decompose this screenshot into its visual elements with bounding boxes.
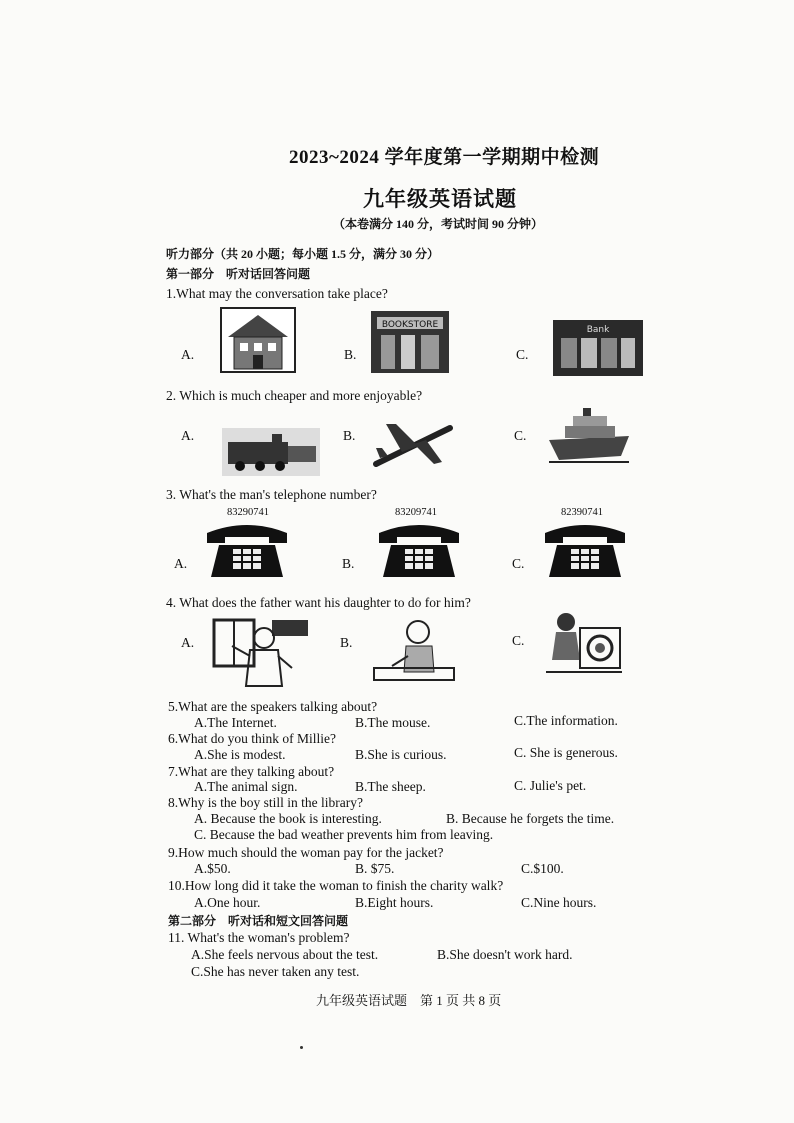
bookstore-icon <box>371 311 449 373</box>
telephone-icon <box>203 523 291 579</box>
question-4-option-b: B. <box>340 635 353 650</box>
question-8-stem: 8.Why is the boy still in the library? <box>168 795 363 810</box>
question-1-option-c: C. <box>516 347 529 362</box>
question-11-option-c: C.She has never taken any test. <box>191 964 360 979</box>
question-7-option-c: C. Julie's pet. <box>514 778 587 793</box>
part1-title: 第一部分 听对话回答问题 <box>166 267 311 281</box>
question-6-stem: 6.What do you think of Millie? <box>168 731 336 746</box>
question-8-option-b: B. Because he forgets the time. <box>446 811 615 826</box>
question-2-option-a: A. <box>181 428 195 443</box>
question-10-option-c: C.Nine hours. <box>521 895 597 910</box>
subject-title: 九年级英语试题 <box>363 187 517 211</box>
question-9-stem: 9.How much should the woman pay for the jacket? <box>168 845 444 860</box>
exam-note: （本卷满分 140 分，考试时间 90 分钟） <box>333 217 544 231</box>
question-7-option-a: A.The animal sign. <box>194 779 298 794</box>
question-10-stem: 10.How long did it take the woman to finish the charity walk? <box>168 878 504 893</box>
question-3-option-c: C. <box>512 556 525 571</box>
question-9-option-b: B. $75. <box>355 861 395 876</box>
question-5-stem: 5.What are the speakers talking about? <box>168 699 378 714</box>
girl-window-icon <box>212 616 310 690</box>
house-icon <box>220 307 296 373</box>
question-3-option-a: A. <box>174 556 188 571</box>
train-icon <box>222 428 320 476</box>
question-3-option-b: B. <box>342 556 355 571</box>
girl-laundry-icon <box>546 610 622 674</box>
question-11-option-a: A.She feels nervous about the test. <box>191 947 379 962</box>
question-4-option-a: A. <box>181 635 195 650</box>
airplane-icon <box>372 418 454 470</box>
question-2-stem: 2. Which is much cheaper and more enjoyable? <box>166 388 423 403</box>
question-6-option-b: B.She is curious. <box>355 747 447 762</box>
page-footer: 九年级英语试题 第 1 页 共 8 页 <box>316 993 502 1008</box>
question-11-stem: 11. What's the woman's problem? <box>168 930 350 945</box>
telephone-icon <box>375 523 463 579</box>
question-2-option-b: B. <box>343 428 356 443</box>
question-8-option-c: C. Because the bad weather prevents him from leaving. <box>194 827 494 842</box>
question-9-option-a: A.$50. <box>194 861 231 876</box>
question-4-stem: 4. What does the father want his daughter to do for him? <box>166 595 471 610</box>
question-5-option-c: C.The information. <box>514 713 618 728</box>
question-7-stem: 7.What are they talking about? <box>168 764 335 779</box>
question-11-option-b: B.She doesn't work hard. <box>437 947 573 962</box>
question-4-option-c: C. <box>512 633 525 648</box>
exam-year-title: 2023~2024 学年度第一学期期中检测 <box>289 147 600 168</box>
listening-intro: 听力部分（共 20 小题；每小题 1.5 分，满分 30 分） <box>166 247 440 261</box>
scan-speck <box>300 1046 303 1049</box>
question-7-option-b: B.The sheep. <box>355 779 426 794</box>
question-6-option-a: A.She is modest. <box>194 747 286 762</box>
question-5-option-b: B.The mouse. <box>355 715 431 730</box>
question-9-option-c: C.$100. <box>521 861 564 876</box>
question-2-option-c: C. <box>514 428 527 443</box>
bank-sign-text: Bank <box>586 325 610 335</box>
question-8-option-a: A. Because the book is interesting. <box>194 811 382 826</box>
ship-icon <box>547 406 631 464</box>
question-10-option-b: B.Eight hours. <box>355 895 434 910</box>
phone-number-a: 83290741 <box>227 507 269 518</box>
bookstore-sign-text: BOOKSTORE <box>381 320 439 330</box>
telephone-icon <box>541 523 629 579</box>
girl-writing-icon <box>372 616 456 682</box>
bank-icon <box>553 320 643 376</box>
part2-title: 第二部分 听对话和短文回答问题 <box>168 914 349 928</box>
question-1-option-b: B. <box>344 347 357 362</box>
question-5-option-a: A.The Internet. <box>194 715 277 730</box>
question-1-stem: 1.What may the conversation take place? <box>166 286 388 301</box>
question-6-option-c: C. She is generous. <box>514 745 618 760</box>
question-10-option-a: A.One hour. <box>194 895 261 910</box>
phone-number-b: 83209741 <box>395 507 437 518</box>
phone-number-c: 82390741 <box>561 507 603 518</box>
question-3-stem: 3. What's the man's telephone number? <box>166 487 377 502</box>
question-1-option-a: A. <box>181 347 195 362</box>
